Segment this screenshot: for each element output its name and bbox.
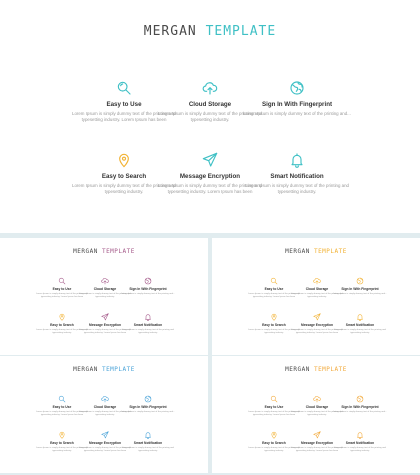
feature-description: Lorem Ipsum is simply dummy text of the printing and typesetting industry. [122,328,174,334]
feature-description: Lorem Ipsum is simply dummy text of the printing and typesetting industry. Lorem Ipsum has been [158,183,262,194]
feature-description: Lorem Ipsum is simply dummy text of the printing and typesetting industry. [334,328,386,334]
feature-title: Easy to Use [52,405,72,409]
feature-title: Easy to Search [101,173,147,180]
feature-title: Message Encryption [300,323,334,327]
map-pin-icon [270,313,278,321]
feature-title: Easy to Use [264,405,284,409]
feature-description: Lorem Ipsum is simply dummy text of the printing and typesetting industry. Lorem Ipsum has been [291,328,343,334]
feature-sign-in-fingerprint [332,395,388,414]
feature-description: Lorem Ipsum is simply dummy text of the printing and typesetting industry. Lorem Ipsum has been [79,446,131,452]
feature-smart-notification [242,152,352,195]
feature-title: Message Encryption [88,441,122,445]
feature-title: Cloud Storage [305,287,329,291]
feature-description: Lorem Ipsum is simply dummy text of the printing and... [333,410,387,413]
feature-description: Lorem Ipsum is simply dummy text of the printing and typesetting industry. Lorem Ipsum has been [72,111,176,122]
map-pin-icon [270,431,278,439]
feature-description: Lorem Ipsum is simply dummy text of the printing and typesetting industry. [291,292,343,298]
slide-main[interactable] [0,0,420,233]
feature-description: Lorem Ipsum is simply dummy text of the printing and typesetting industry. [245,183,349,194]
feature-description: Lorem Ipsum is simply dummy text of the printing and typesetting industry. Lorem Ipsum has been [36,292,88,298]
slide-thumbnail-4[interactable] [212,356,420,473]
feature-description: Lorem Ipsum is simply dummy text of the printing and... [243,111,351,116]
bell-icon [289,152,305,168]
globe-icon [144,277,152,285]
cloud-upload-icon [313,277,321,285]
feature-description: Lorem Ipsum is simply dummy text of the printing and typesetting industry. Lorem Ipsum has been [291,446,343,452]
title-word-mergan: MERGAN [143,24,197,39]
feature-sign-in-fingerprint [120,277,176,296]
feature-title: Easy to Search [50,323,74,327]
title-word-mergan: MERGAN [73,366,98,373]
magnifier-icon [116,80,132,96]
feature-title: Cloud Storage [305,405,329,409]
bell-icon [356,431,364,439]
magnifier-icon [270,277,278,285]
globe-icon [289,80,305,96]
feature-title: Message Encryption [300,441,334,445]
feature-title: Easy to Use [106,101,142,108]
bell-icon [356,313,364,321]
magnifier-icon [270,395,278,403]
feature-description: Lorem Ipsum is simply dummy text of the printing and typesetting industry. [79,410,131,416]
magnifier-icon [58,395,66,403]
feature-title: Sign In With Fingerprint [129,405,167,409]
feature-description: Lorem Ipsum is simply dummy text of the printing and typesetting industry. [158,111,262,122]
feature-description: Lorem Ipsum is simply dummy text of the printing and typesetting industry. [334,446,386,452]
paper-plane-icon [101,431,109,439]
bell-icon [144,431,152,439]
feature-description: Lorem Ipsum is simply dummy text of the printing and typesetting industry. [72,183,176,194]
slide-title [0,24,420,39]
feature-description: Lorem Ipsum is simply dummy text of the printing and typesetting industry. [79,292,131,298]
feature-description: Lorem Ipsum is simply dummy text of the printing and typesetting industry. [291,410,343,416]
title-word-mergan: MERGAN [73,248,98,255]
cloud-upload-icon [202,80,218,96]
globe-icon [356,395,364,403]
feature-title: Message Encryption [88,323,122,327]
map-pin-icon [116,152,132,168]
feature-title: Sign In With Fingerprint [261,101,333,108]
slide-thumbnail-3[interactable] [0,356,208,473]
paper-plane-icon [202,152,218,168]
slide-title [212,248,420,255]
feature-title: Message Encryption [179,173,241,180]
slide-title [212,366,420,373]
slide-title [0,248,208,255]
feature-description: Lorem Ipsum is simply dummy text of the printing and typesetting industry. [122,446,174,452]
feature-description: Lorem Ipsum is simply dummy text of the printing and typesetting industry. Lorem Ipsum has been [79,328,131,334]
feature-title: Smart Notification [133,441,163,445]
feature-sign-in-fingerprint [332,277,388,296]
paper-plane-icon [313,431,321,439]
title-word-template: TEMPLATE [205,24,277,39]
paper-plane-icon [313,313,321,321]
feature-description: Lorem Ipsum is simply dummy text of the printing and... [333,292,387,295]
feature-smart-notification [332,313,388,335]
feature-title: Easy to Search [262,323,286,327]
feature-smart-notification [332,431,388,453]
title-word-mergan: MERGAN [285,366,310,373]
cloud-upload-icon [101,395,109,403]
feature-title: Smart Notification [345,441,375,445]
feature-smart-notification [120,313,176,335]
feature-smart-notification [120,431,176,453]
feature-title: Easy to Use [264,287,284,291]
feature-title: Easy to Search [50,441,74,445]
feature-title: Sign In With Fingerprint [129,287,167,291]
magnifier-icon [58,277,66,285]
slide-title [0,366,208,373]
feature-description: Lorem Ipsum is simply dummy text of the printing and typesetting industry. [248,328,300,334]
feature-title: Cloud Storage [93,287,117,291]
title-word-mergan: MERGAN [285,248,310,255]
feature-description: Lorem Ipsum is simply dummy text of the printing and typesetting industry. Lorem Ipsum has been [36,410,88,416]
feature-title: Smart Notification [270,173,324,180]
feature-sign-in-fingerprint [242,80,352,117]
feature-title: Easy to Search [262,441,286,445]
slide-thumbnail-2[interactable] [212,238,420,355]
feature-title: Smart Notification [345,323,375,327]
cloud-upload-icon [101,277,109,285]
feature-description: Lorem Ipsum is simply dummy text of the printing and typesetting industry. Lorem Ipsum has been [248,410,300,416]
feature-title: Smart Notification [133,323,163,327]
feature-title: Easy to Use [52,287,72,291]
feature-title: Cloud Storage [93,405,117,409]
bell-icon [144,313,152,321]
feature-description: Lorem Ipsum is simply dummy text of the printing and typesetting industry. [248,446,300,452]
feature-description: Lorem Ipsum is simply dummy text of the printing and typesetting industry. Lorem Ipsum has been [248,292,300,298]
slide-thumbnail-1[interactable] [0,238,208,355]
title-word-template: TEMPLATE [313,248,347,255]
feature-title: Sign In With Fingerprint [341,287,379,291]
title-word-template: TEMPLATE [101,248,135,255]
feature-sign-in-fingerprint [120,395,176,414]
feature-description: Lorem Ipsum is simply dummy text of the printing and typesetting industry. [36,328,88,334]
feature-title: Sign In With Fingerprint [341,405,379,409]
globe-icon [144,395,152,403]
title-word-template: TEMPLATE [101,366,135,373]
title-word-template: TEMPLATE [313,366,347,373]
feature-title: Cloud Storage [188,101,232,108]
paper-plane-icon [101,313,109,321]
globe-icon [356,277,364,285]
feature-description: Lorem Ipsum is simply dummy text of the printing and... [121,292,175,295]
cloud-upload-icon [313,395,321,403]
feature-description: Lorem Ipsum is simply dummy text of the printing and typesetting industry. [36,446,88,452]
map-pin-icon [58,313,66,321]
feature-description: Lorem Ipsum is simply dummy text of the printing and... [121,410,175,413]
map-pin-icon [58,431,66,439]
